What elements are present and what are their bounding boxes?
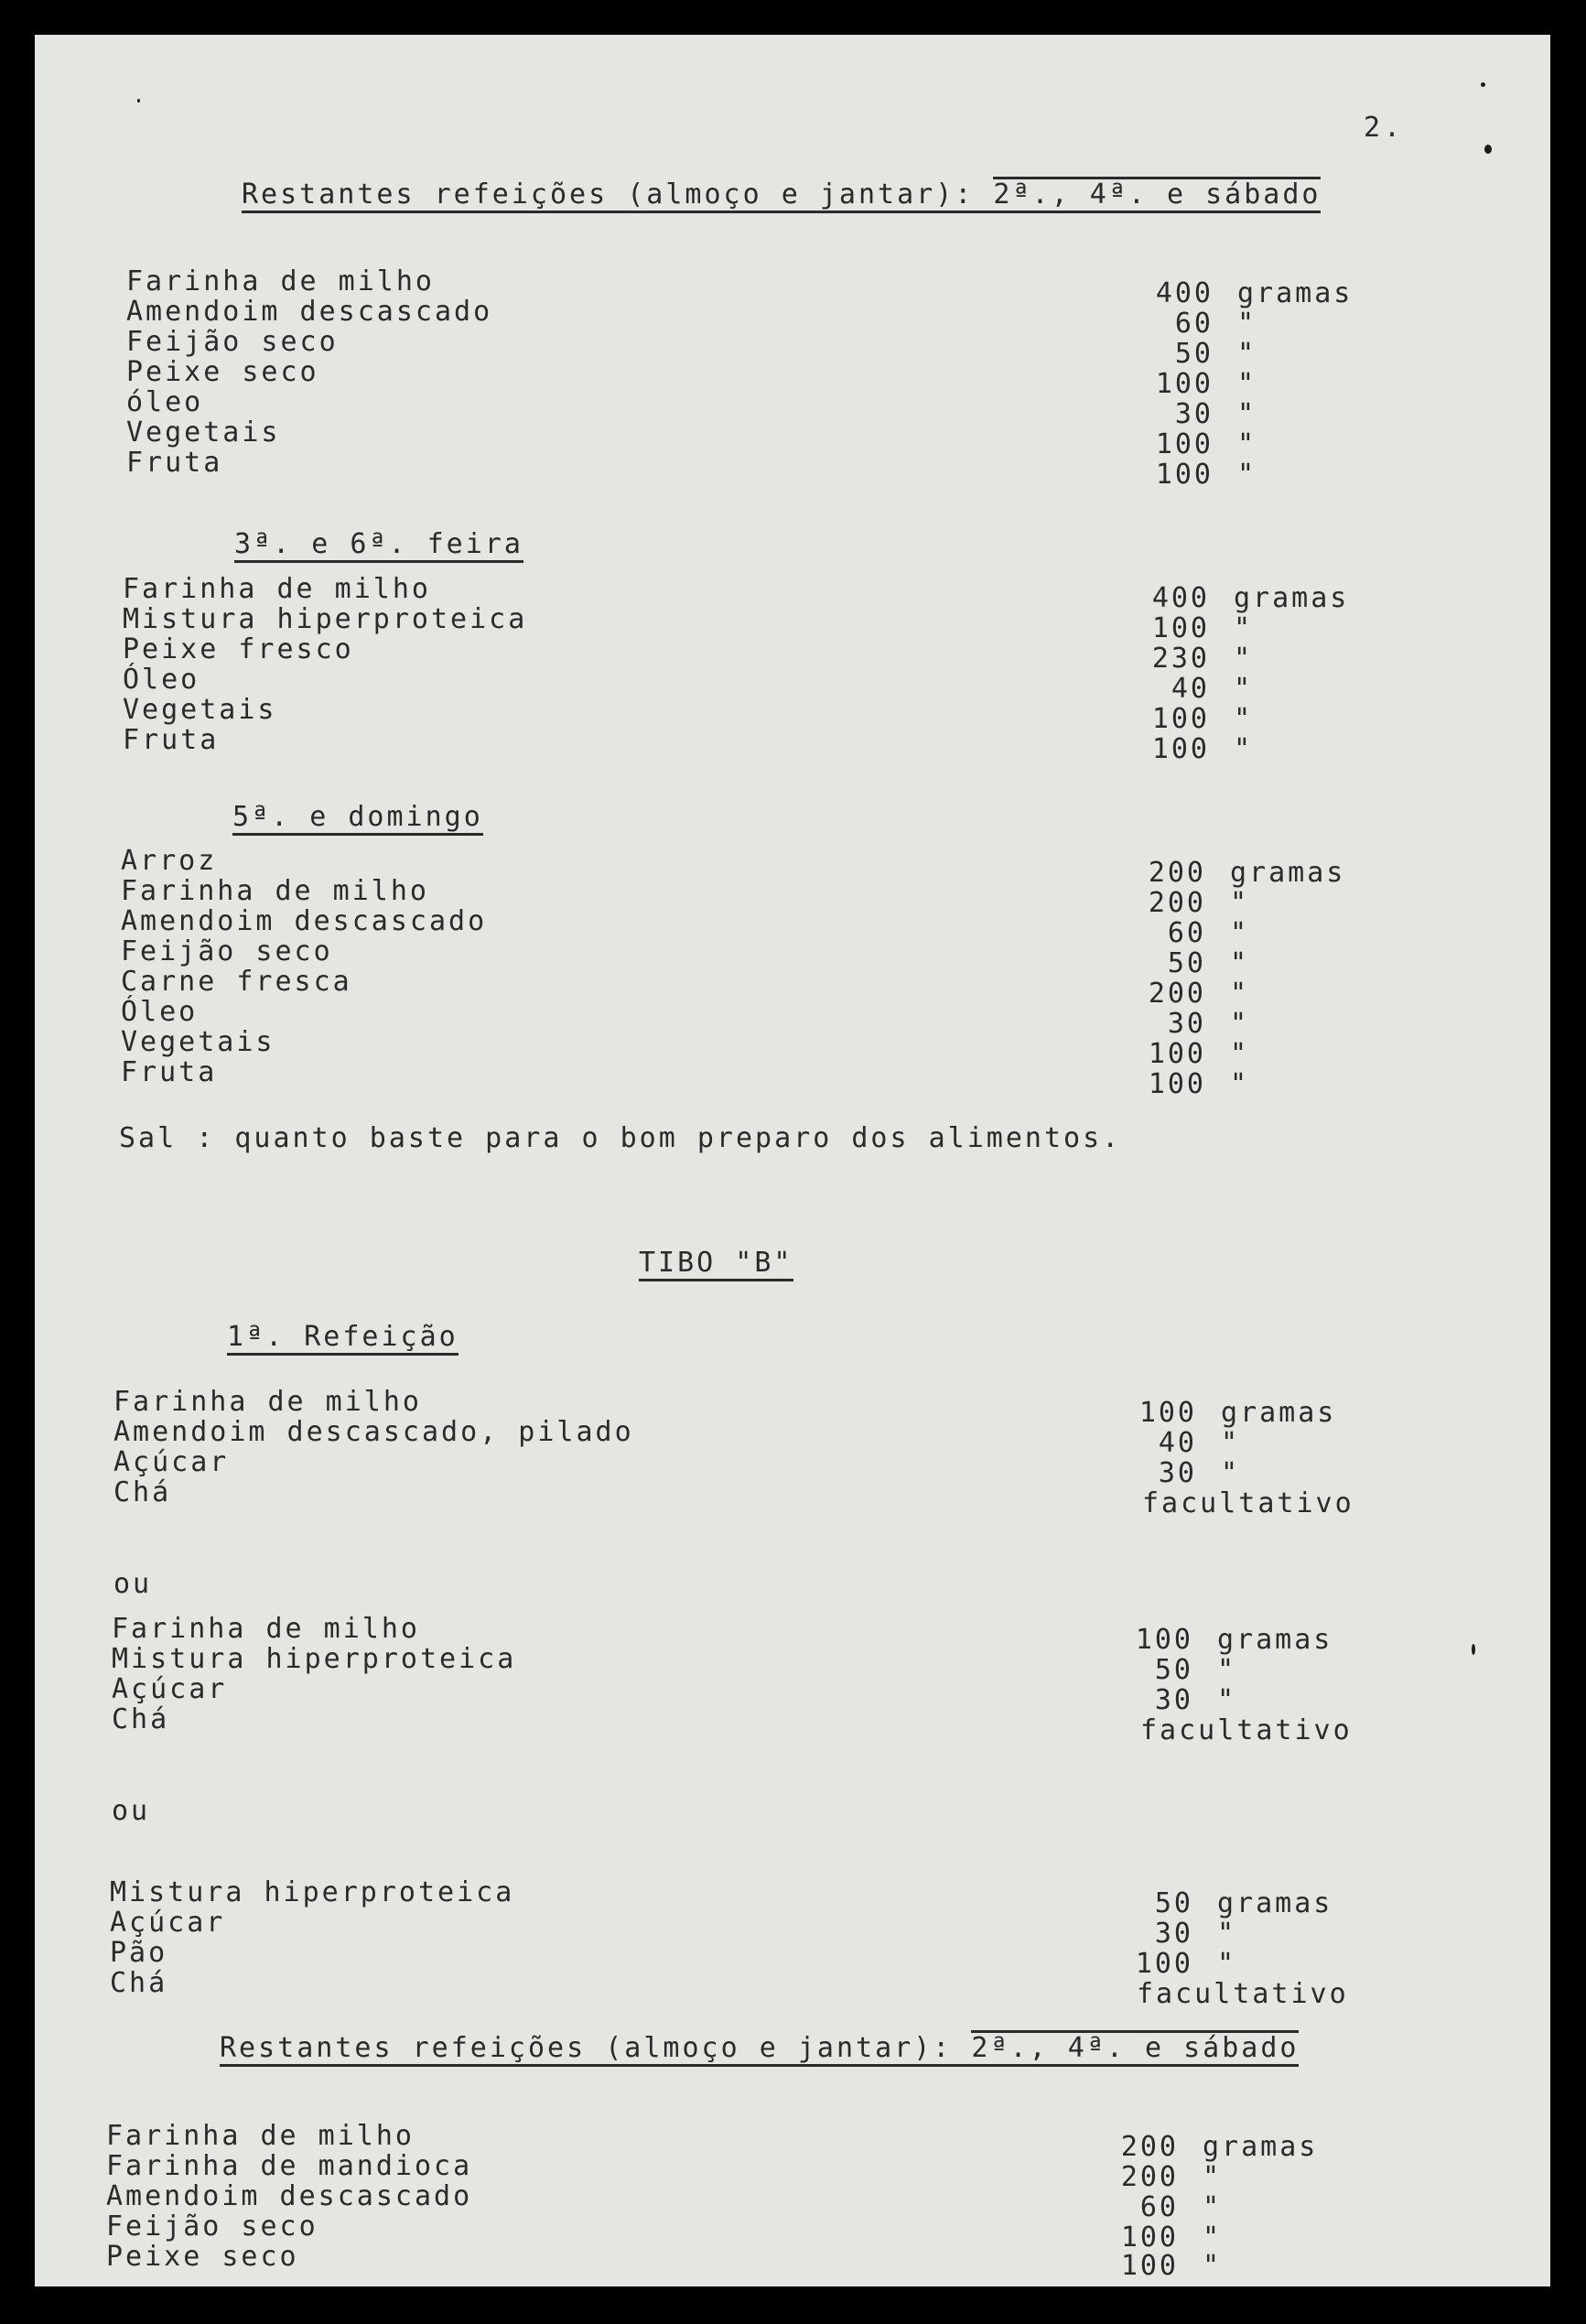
food-item: Peixe seco — [106, 2241, 299, 2273]
quantity: 100 " — [1135, 1948, 1237, 1980]
quantity-facultativo: facultativo — [1140, 1714, 1353, 1746]
quantity: 50 " — [1167, 947, 1250, 979]
paper-speck — [1472, 1644, 1475, 1655]
food-item: Óleo — [121, 996, 199, 1028]
section-heading-restantes — [242, 177, 1321, 213]
quantity: 30 " — [1167, 1008, 1250, 1040]
heading-line-1: Restantes refeições (almoço e jantar): — [220, 2032, 953, 2064]
food-item: Pão — [110, 1937, 168, 1969]
quantity: 100 gramas — [1135, 1624, 1333, 1656]
quantity: 400 gramas — [1151, 582, 1350, 614]
food-item: Peixe fresco — [123, 633, 354, 665]
quantity: 50 " — [1154, 1654, 1237, 1686]
or-label: ou — [112, 1795, 151, 1827]
quantity: 100 " — [1155, 368, 1257, 400]
food-item: Carne fresca — [121, 966, 352, 998]
section-heading-1a-refeicao: 1ª. Refeição — [227, 1322, 459, 1356]
paper-speck — [1481, 82, 1485, 87]
quantity-facultativo: facultativo — [1142, 1487, 1354, 1519]
quantity: 400 gramas — [1155, 277, 1354, 309]
quantity: 100 " — [1120, 2250, 1223, 2282]
quantity: 100 " — [1148, 1038, 1250, 1070]
food-item: Açúcar — [110, 1907, 226, 1939]
food-item: Peixe seco — [126, 356, 319, 388]
food-item: Açúcar — [112, 1673, 228, 1705]
food-item: Mistura hiperproteica — [112, 1643, 517, 1675]
page-number: 2. — [1364, 112, 1405, 144]
food-item: Farinha de milho — [123, 573, 431, 605]
food-item: Vegetais — [121, 1026, 275, 1058]
quantity: 60 " — [1139, 2191, 1223, 2223]
quantity-facultativo: facultativo — [1137, 1978, 1349, 2010]
food-item: Farinha de milho — [113, 1386, 422, 1418]
document-page — [35, 35, 1550, 2286]
food-item: Mistura hiperproteica — [110, 1876, 515, 1908]
food-item: Chá — [110, 1967, 168, 1999]
quantity: 40 " — [1171, 673, 1254, 705]
quantity: 200 " — [1148, 887, 1250, 919]
quantity: 100 " — [1151, 733, 1254, 765]
food-item: Fruta — [121, 1056, 218, 1088]
food-item: Amendoim descascado — [126, 296, 493, 328]
quantity: 50 gramas — [1154, 1887, 1333, 1919]
food-item: Amendoim descascado — [106, 2180, 473, 2212]
food-item: Açúcar — [113, 1446, 230, 1478]
quantity: 50 " — [1174, 338, 1257, 370]
food-item: Farinha de milho — [106, 2120, 415, 2152]
paper-speck — [137, 99, 140, 103]
quantity: 30 " — [1158, 1457, 1241, 1489]
food-item: Óleo — [123, 664, 200, 696]
quantity: 30 " — [1154, 1684, 1237, 1716]
quantity: 200 " — [1120, 2161, 1223, 2193]
quantity: 60 " — [1174, 308, 1257, 340]
quantity: 30 " — [1174, 398, 1257, 430]
quantity: 100 " — [1148, 1068, 1250, 1100]
food-item: Arroz — [121, 845, 218, 877]
quantity: 100 " — [1155, 428, 1257, 460]
quantity: 100 " — [1120, 2221, 1223, 2254]
food-item: Fruta — [126, 447, 223, 479]
food-item: Farinha de milho — [126, 265, 435, 297]
quantity: 100 " — [1151, 703, 1254, 735]
heading-line-2: 2ª., 4ª. e sábado — [993, 178, 1322, 211]
food-item: Farinha de milho — [112, 1613, 420, 1645]
food-item: óleo — [126, 386, 204, 418]
food-item: Farinha de mandioca — [106, 2150, 473, 2182]
quantity: 100 gramas — [1138, 1397, 1337, 1429]
food-item: Amendoim descascado, pilado — [113, 1416, 634, 1448]
quantity: 200 gramas — [1120, 2131, 1319, 2163]
food-item: Chá — [113, 1476, 172, 1508]
food-item: Amendoim descascado — [121, 905, 488, 937]
quantity: 100 " — [1151, 612, 1254, 644]
quantity: 230 " — [1151, 643, 1254, 675]
food-item: Vegetais — [123, 694, 277, 726]
type-b-title: TIBO "B" — [639, 1247, 793, 1281]
food-item: Fruta — [123, 724, 220, 756]
salt-note: Sal : quanto baste para o bom preparo dos alimentos. — [119, 1122, 1122, 1154]
quantity: 100 " — [1155, 459, 1257, 491]
section-heading-restantes-b — [220, 2030, 1299, 2067]
food-item: Chá — [112, 1703, 170, 1735]
quantity: 200 " — [1148, 978, 1250, 1010]
food-item: Vegetais — [126, 416, 281, 449]
heading-line-1: Restantes refeições (almoço e jantar): — [242, 178, 975, 211]
section-heading-3a-6a: 3ª. e 6ª. feira — [234, 529, 523, 563]
heading-line-2: 2ª., 4ª. e sábado — [971, 2032, 1300, 2064]
food-item: Farinha de milho — [121, 875, 429, 907]
food-item: Feijão seco — [126, 326, 339, 358]
quantity: 60 " — [1167, 917, 1250, 949]
food-item: Feijão seco — [106, 2211, 318, 2243]
food-item: Mistura hiperproteica — [123, 603, 528, 635]
paper-speck — [1484, 145, 1492, 154]
food-item: Feijão seco — [121, 935, 333, 967]
quantity: 200 gramas — [1148, 857, 1346, 889]
quantity: 40 " — [1158, 1427, 1241, 1459]
section-heading-5a-domingo: 5ª. e domingo — [232, 802, 483, 836]
or-label: ou — [113, 1568, 153, 1600]
quantity: 30 " — [1154, 1918, 1237, 1950]
